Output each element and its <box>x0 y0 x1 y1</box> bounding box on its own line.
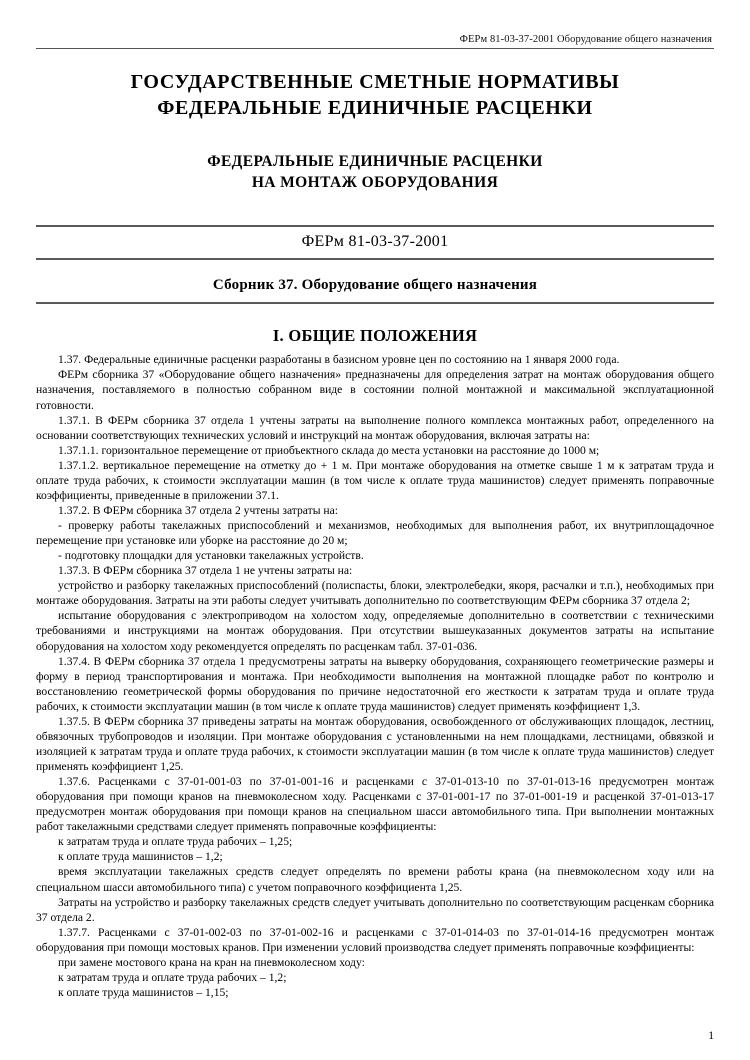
paragraph: - подготовку площадки для установки такелажных устройств. <box>58 549 364 563</box>
paragraph: 1.37.1.2. вертикальное перемещение на отметку до + 1 м. При монтаже оборудования на отметке свыше 1 м к затратам труда и оплате труда рабочих, к стоимости эксплуатации машин (в том числе к оплате труда машинистов) следует применять поправочные коэффициенты, приведенные в приложении 37.1. <box>36 458 714 502</box>
paragraph: 1.37.1.1. горизонтальное перемещение от приобъектного склада до места установки на расстояние до 1000 м; <box>58 443 600 457</box>
document-subtitle-line-2: НА МОНТАЖ ОБОРУДОВАНИЯ <box>251 173 499 191</box>
title-block <box>36 69 714 193</box>
running-head: ФЕРм 81-03-37-2001 Оборудование общего назначения <box>459 34 712 45</box>
paragraph: устройство и разборку такелажных приспособлений (полиспасты, блоки, электролебедки, якоря, расчалки и т.п.), необходимых при монтаже оборудования. Затраты на эти работы следует учитывать дополнительно по соответствующим ФЕРм сборника 37 отдела 2; <box>36 579 714 608</box>
header-rule <box>36 48 714 49</box>
document-code-band <box>36 225 714 260</box>
paragraph: к затратам труда и оплате труда рабочих – 1,2; <box>58 970 287 984</box>
paragraph: 1.37.1. В ФЕРм сборника 37 отдела 1 учтены затраты на выполнение полного комплекса монтажных работ, определенного на основании соответствующих технических условий и инструкций на монтаж оборудования, включая затраты на: <box>36 413 714 442</box>
paragraph: к оплате труда машинистов – 1,2; <box>58 850 223 864</box>
section-heading: I. ОБЩИЕ ПОЛОЖЕНИЯ <box>272 326 478 346</box>
paragraph: 1.37.2. В ФЕРм сборника 37 отдела 2 учтены затраты на: <box>58 503 338 517</box>
paragraph: 1.37. Федеральные единичные расценки разработаны в базисном уровне цен по состоянию на 1 января 2000 года. <box>58 353 620 367</box>
paragraph: 1.37.7. Расценками с 37-01-002-03 по 37-01-002-16 и расценками с 37-01-014-03 по 37-01-014-16 предусмотрен монтаж оборудования при помощи мостовых кранов. При изменении условий производства следует применять поправочные коэффициенты: <box>36 925 714 954</box>
body-text <box>36 352 714 1000</box>
paragraph: Затраты на устройство и разборку такелажных средств следует учитывать дополнительно по соответствующим расценкам сборника 37 отдела 2. <box>36 895 714 924</box>
paragraph: 1.37.6. Расценками с 37-01-001-03 по 37-01-001-16 и расценками с 37-01-013-10 по 37-01-013-16 предусмотрен монтаж оборудования при помощи кранов на пневмоколесном ходу. Расценками с 37-01-001-17 по 37-01-001-19 и расценкой 37-01-013-17 предусмотрен монтаж оборудования при помощи кранов на специальном шасси автомобильного типа. При выполнении монтажных работ такелажными средствами следует применять поправочные коэффициенты: <box>36 775 714 834</box>
document-code: ФЕРм 81-03-37-2001 <box>301 233 449 251</box>
paragraph: испытание оборудования с электроприводом на холостом ходу, определяемые дополнительно в соответствии с техническими требованиями и инструкциями на монтаж оборудования. При отсутствии вышеуказанных документов затраты на испытание оборудования на холостом ходу рекомендуется определять по расценкам табл. 37-01-036. <box>36 609 714 653</box>
paragraph: к оплате труда машинистов – 1,15; <box>58 985 229 999</box>
document-title-line-1: ГОСУДАРСТВЕННЫЕ СМЕТНЫЕ НОРМАТИВЫ <box>130 71 620 93</box>
paragraph: при замене мостового крана на кран на пневмоколесном ходу: <box>58 955 365 969</box>
collection-title: Сборник 37. Оборудование общего назначения <box>212 277 538 294</box>
paragraph: 1.37.3. В ФЕРм сборника 37 отдела 1 не учтены затраты на: <box>58 564 353 578</box>
paragraph: к затратам труда и оплате труда рабочих – 1,25; <box>58 835 293 849</box>
paragraph: - проверку работы такелажных приспособлений и механизмов, необходимых для выполнения работ, их внутриплощадочное перемещение при установке или уборке на расстояние до 20 м; <box>36 519 714 548</box>
paragraph: 1.37.5. В ФЕРм сборника 37 приведены затраты на монтаж оборудования, освобожденного от обслуживающих площадок, лестниц, обвязочных трубопроводов и изоляции. При монтаже оборудования с установленными на нем площадками, лестницами, обвязкой и изоляцией к затратам труда и оплате труда рабочих, к стоимости эксплуатации машин (в том числе к оплате труда машинистов) следует применять коэффициент 1,25. <box>36 714 714 773</box>
paragraph: время эксплуатации такелажных средств следует определять по времени работы крана (на пневмоколесном ходу или на специальном шасси автомобильного типа) с учетом поправочного коэффициента 1,25. <box>36 865 714 894</box>
paragraph: 1.37.4. В ФЕРм сборника 37 отдела 1 предусмотрены затраты на выверку оборудования, сохраняющего геометрические размеры и форму в период транспортирования и монтажа. При необходимости выполнения на монтажной площадке работ по контролю и восстановлению геометрической формы оборудования по причине недостаточной его жесткости к затратам труда и оплате труда рабочих, к стоимости эксплуатации машин (в том числе к оплате труда машинистов) следует применять коэффициент 1,3. <box>36 654 714 713</box>
document-title-line-2: ФЕДЕРАЛЬНЫЕ ЕДИНИЧНЫЕ РАСЦЕНКИ <box>157 97 593 120</box>
document-subtitle-line-1: ФЕДЕРАЛЬНЫЕ ЕДИНИЧНЫЕ РАСЦЕНКИ <box>207 152 543 170</box>
page-number: 1 <box>708 1030 714 1042</box>
paragraph: ФЕРм сборника 37 «Оборудование общего назначения» предназначены для определения затрат на монтаж оборудования общего назначения, поставляемого в полностью собранном виде в состоянии полной монтажной и максимальной эксплуатационной готовности. <box>36 368 714 412</box>
collection-band <box>36 268 714 304</box>
